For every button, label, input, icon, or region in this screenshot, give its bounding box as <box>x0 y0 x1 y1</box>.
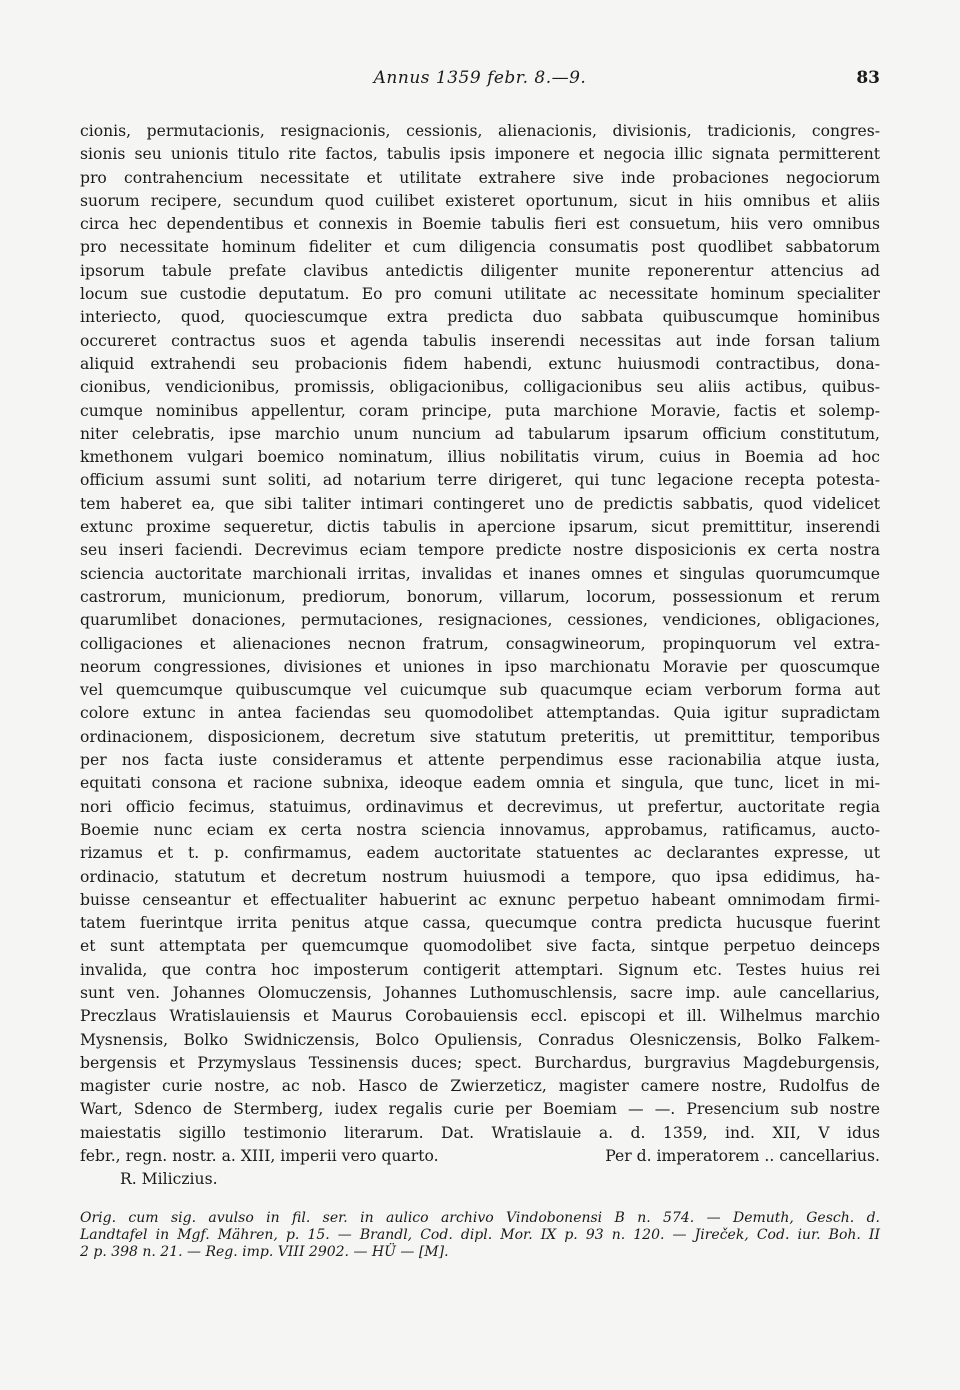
text-line: ipsorum tabule prefate clavibus antedictis diligenter munite reponerentur attencius ad <box>80 261 880 280</box>
page-header <box>80 68 880 96</box>
text-line: occureret contractus suos et agenda tabulis inserendi necessitas aut inde forsan talium <box>80 331 880 350</box>
text-line: Wart, Sdenco de Stermberg, iudex regalis curie per Boemiam — —. Presencium sub nostre <box>80 1100 880 1119</box>
body-text <box>80 120 880 1192</box>
text-line: colligaciones et alienaciones necnon fratrum, consagwineorum, propinquorum vel extra- <box>80 634 880 653</box>
text-line: cionis, permutacionis, resignacionis, cessionis, alienacionis, divisionis, tradicionis, congres- <box>80 122 880 140</box>
text-line: pro contrahencium necessitate et utilitate extrahere sive inde probaciones negociorum <box>80 168 880 187</box>
text-line: suorum recipere, secundum quod cuilibet existeret oportunum, sicut in hiis omnibus et aliis <box>80 191 880 210</box>
text-line: castrorum, municionum, prediorum, bonorum, villarum, locorum, possessionum et rerum <box>80 587 880 606</box>
text-line: magister curie nostre, ac nob. Hasco de Zwierzeticz, magister camere nostre, Rudolfus de <box>80 1077 880 1096</box>
text-line: Preczlaus Wratislauiensis et Maurus Corobauiensis eccl. episcopi et ill. Wilhelmus marchio <box>80 1007 880 1026</box>
text-line: rizamus et t. p. confirmamus, eadem auctoritate statuentes ac declarantes expresse, ut <box>80 844 880 863</box>
text-line: quarumlibet donaciones, permutaciones, resignaciones, cessiones, vendiciones, obligaciones, <box>80 611 880 630</box>
text-line: Mysnensis, Bolko Swidniczensis, Bolco Opuliensis, Conradus Olesniczensis, Bolko Falkem- <box>80 1030 880 1049</box>
running-head: Annus 1359 febr. 8.—9. <box>373 68 587 88</box>
text-line: interiecto, quod, quociescumque extra predicta duo sabbata quibuscumque hominibus <box>80 308 880 327</box>
text-line: buisse censeantur et effectualiter habuerint ac exnunc perpetuo habeant omnimodam firmi- <box>80 890 880 909</box>
footnote <box>80 1210 880 1261</box>
footnote-line: 2 p. 398 n. 21. — Reg. imp. VIII 2902. — HÜ — [M]. <box>80 1244 449 1260</box>
text-line: cionibus, vendicionibus, promissis, obligacionibus, colligacionibus seu aliis actibus, quibus- <box>80 378 880 397</box>
text-line: vel quemcumque quibuscumque vel cuicumque sub quacumque eciam verborum forma aut <box>80 681 880 700</box>
page-number: 83 <box>856 68 880 88</box>
text-line: ordinacionem, disposicionem, decretum sive statutum preteritis, ut premittitur, temporibus <box>80 727 880 746</box>
dating-right: Per d. imperatorem .. cancellarius. <box>605 1147 880 1166</box>
text-line: tatem fuerintque irrita penitus atque cassa, quecumque contra predicta hucusque fuerint <box>80 914 880 933</box>
text-line: tem haberet ea, que sibi taliter intimari contingeret uno de predictis sabbatis, quod videlicet <box>80 494 880 513</box>
dating-left: febr., regn. nostr. a. XIII, imperii vero quarto. <box>80 1147 439 1166</box>
text-line: equitati consona et racione subnixa, ideoque eadem omnia et singula, que tunc, licet in mi- <box>80 774 880 793</box>
text-line: circa hec dependentibus et connexis in Boemie tabulis fieri est consuetum, hiis vero omnibus <box>80 215 880 234</box>
footnote-line: Landtafel in Mgf. Mähren, p. 15. — Brandl, Cod. dipl. Mor. IX p. 93 n. 120. — Jireček, Cod. iur. Boh. II <box>80 1227 880 1243</box>
text-line: bergensis et Przymyslaus Tessinensis duces; spect. Burchardus, burgravius Magdeburgensis, <box>80 1053 880 1072</box>
footnote-line: Orig. cum sig. avulso in fil. ser. in aulico archivo Vindobonensi B n. 574. — Demuth, Gesch. d. <box>80 1210 880 1226</box>
text-line: cumque nominibus appellentur, coram principe, puta marchione Moravie, factis et solemp- <box>80 401 880 420</box>
text-line: ordinacio, statutum et decretum nostrum huiusmodi a tempore, quo ipsa edidimus, ha- <box>80 867 880 886</box>
text-line: neorum congressiones, divisiones et uniones in ipso marchionatu Moravie per quoscumque <box>80 657 880 676</box>
dating-line <box>80 1145 880 1168</box>
text-line: kmethonem vulgari boemico nominatum, illius nobilitatis virum, cuius in Boemia ad hoc <box>80 448 880 467</box>
text-line: et sunt attemptata per quemcumque quomodolibet sive facta, sintque perpetuo deinceps <box>80 937 880 956</box>
text-line: colore extunc in antea faciendas seu quomodolibet attemptandas. Quia igitur supradictam <box>80 704 880 723</box>
text-line: sciencia auctoritate marchionali irritas, invalidas et inanes omnes et singulas quorumcumque <box>80 564 880 583</box>
text-line: extunc proxime sequeretur, dictis tabulis in apercione ipsarum, sicut premittitur, inserendi <box>80 518 880 537</box>
text-line: per nos facta iuste consideramus et attente perpendimus esse racionabilia atque iusta, <box>80 751 880 770</box>
text-line: niter celebratis, ipse marchio unum nuncium ad tabularum ipsarum officium constitutum, <box>80 424 880 443</box>
text-line: aliquid extrahendi seu probacionis fidem habendi, extunc huiusmodi contractibus, dona- <box>80 354 880 373</box>
text-line: maiestatis sigillo testimonio literarum. Dat. Wratislauie a. d. 1359, ind. XII, V idus <box>80 1123 880 1142</box>
text-line: locum sue custodie deputatum. Eo pro comuni utilitate ac necessitate hominum specialiter <box>80 285 880 304</box>
text-line: seu inseri faciendi. Decrevimus eciam tempore predicte nostre disposicionis ex certa nostra <box>80 541 880 560</box>
text-line: sunt ven. Johannes Olomuczensis, Johannes Luthomuschlensis, sacre imp. aule cancellarius, <box>80 983 880 1002</box>
text-line: nori officio fecimus, statuimus, ordinavimus et decrevimus, ut prefertur, auctoritate regia <box>80 797 880 816</box>
text-line: pro necessitate hominum fideliter et cum diligencia consumatis post quodlibet sabbatorum <box>80 238 880 257</box>
text-line: invalida, que contra hoc imposterum contigerit attemptari. Signum etc. Testes huius rei <box>80 960 880 979</box>
text-line: Boemie nunc eciam ex certa nostra sciencia innovamus, approbamus, ratificamus, aucto- <box>80 820 880 839</box>
text-line: officium assumi sunt soliti, ad notarium terre dirigeret, qui tunc legacione recepta potesta- <box>80 471 880 490</box>
text-line: sionis seu unionis titulo rite factos, tabulis ipsis imponere et negocia illic signata permitterent <box>80 145 880 164</box>
signature: R. Miliczius. <box>120 1170 218 1189</box>
